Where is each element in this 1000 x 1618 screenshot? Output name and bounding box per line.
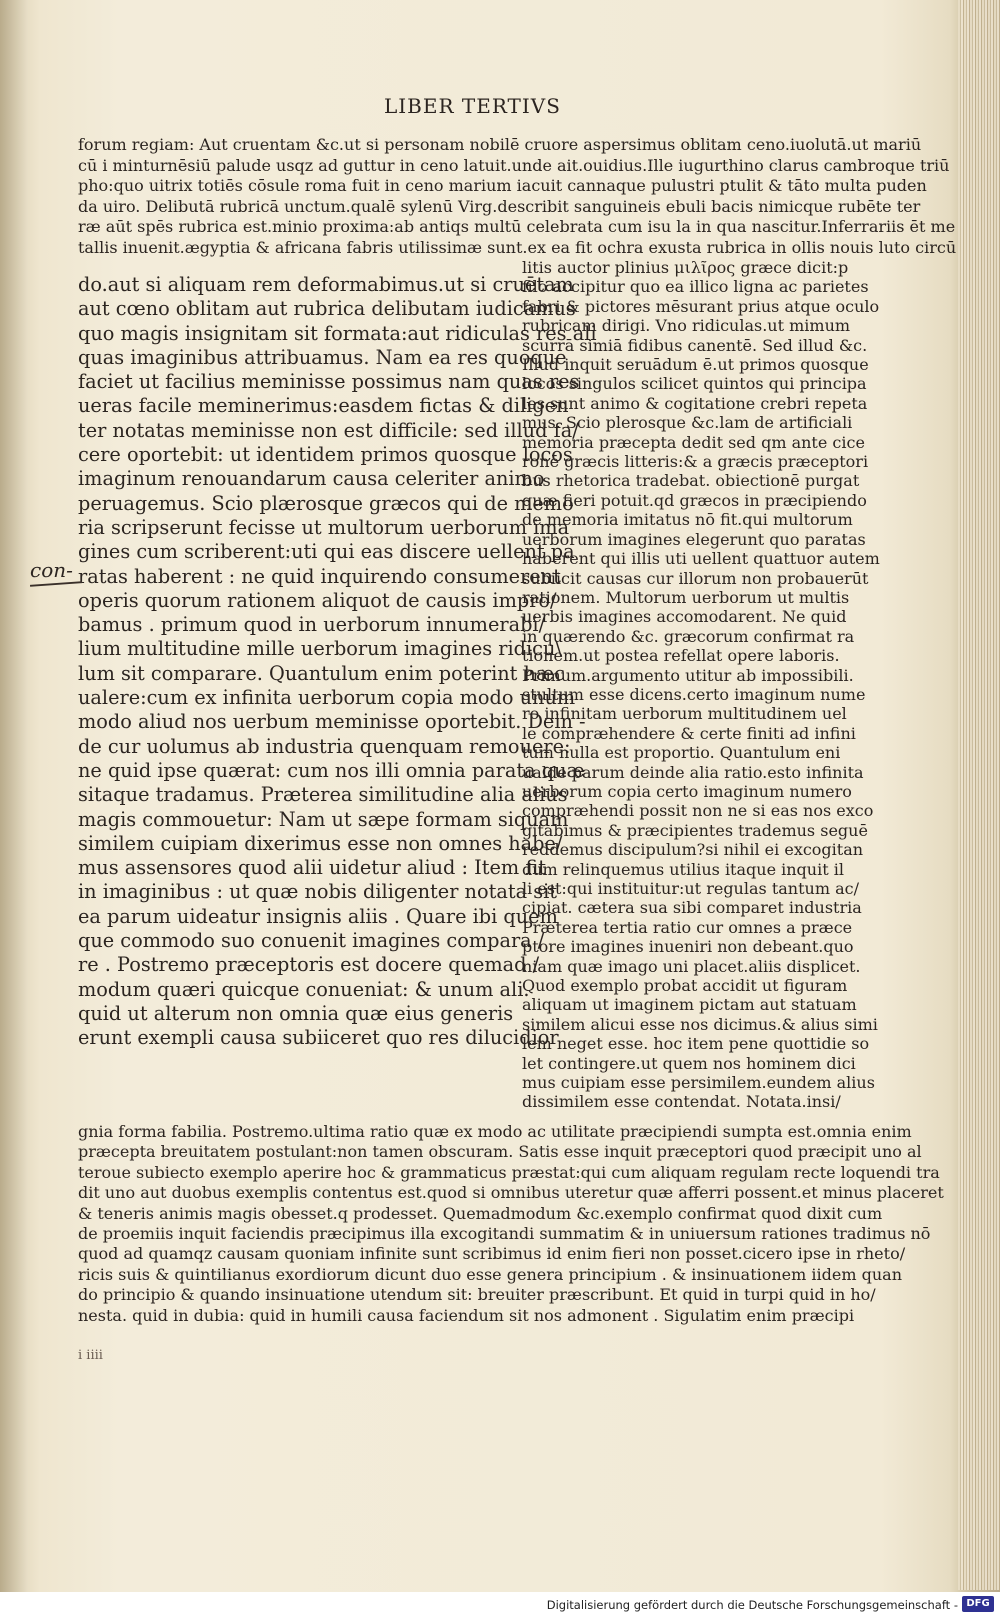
text-line: litis auctor plinius μιλῖρος græce dicit:p — [522, 258, 849, 277]
text-line: forum regiam: Aut cruentam &c.ut si personam nobilē cruore aspersimus oblitam ceno.iuolutā.ut mariū — [78, 135, 922, 154]
text-line: uerborum imagines elegerunt quo paratas — [522, 529, 866, 549]
text-line: faciet ut facilius meminisse possimus nam quas res — [78, 370, 580, 394]
text-line: similem alicui esse nos dicimus.& alius simi — [522, 1014, 878, 1034]
text-line: Præterea tertia ratio cur omnes a præce — [522, 917, 853, 937]
text-line: bus rhetorica tradebat. obiectionē purgat — [522, 471, 860, 491]
text-line: ricis suis & quintilianus exordiorum dicunt duo esse genera principium . & insinuationem iidem quan — [78, 1264, 902, 1284]
commentary-column — [522, 258, 880, 1112]
text-line: uerborum copia certo imaginum numero — [522, 781, 852, 801]
text-line: compræhendi possit non ne si eas nos exco — [522, 801, 874, 821]
text-line: similem cuipiam dixerimus esse non omnes habe/ — [78, 831, 563, 855]
text-line: gitabimus & præcipientes trademus seguē — [522, 820, 868, 840]
text-line: in imaginibus : ut quæ nobis diligenter notata sit — [78, 880, 557, 904]
text-line: do principio & quando insinuatione utendum sit: breuiter præscribunt. Et quid in turpi quid in ho/ — [78, 1285, 876, 1305]
text-line: tallis inuenit.ægyptia & africana fabris utilissimæ sunt.ex ea fit ochra exusta rubrica in ollis nouis luto circū — [78, 237, 957, 257]
text-line: mus cuipiam esse persimilem.eundem alius — [522, 1073, 875, 1093]
text-line: quid ut alterum non omnia quæ eius generis — [78, 1001, 514, 1025]
gutter-shadow — [0, 0, 28, 1618]
text-line: Illud inquit seruādum ē.ut primos quosque — [522, 355, 869, 375]
text-line: erunt exempli causa subiiceret quo res dilucidior — [78, 1026, 559, 1050]
text-line: aliquam ut imaginem pictam aut statuam — [522, 995, 857, 1015]
text-line: fabri & pictores mēsurant prius atque oculo — [522, 296, 880, 316]
text-line: locos singulos scilicet quintos qui principa — [522, 374, 867, 394]
text-line: les sunt animo & cogitatione crebri repeta — [522, 393, 868, 413]
signature-mark: i iiii — [78, 1348, 103, 1363]
text-line: cere oportebit: ut identidem primos quosque locos — [78, 443, 573, 467]
text-line: tum nulla est proportio. Quantulum eni — [522, 743, 841, 763]
text-line: gnia forma fabilia. Postremo.ultima ratio quæ ex modo ac utilitate præcipiendi sumpta est.omnia enim — [78, 1122, 912, 1141]
text-line: peruagemus. Scio plærosque græcos qui de memo — [78, 491, 574, 515]
text-line: ræ aūt spēs rubrica est.minio proxima:ab antiqs multū celebrata cum isu la in qua nascitur.Inferrariis ēt me — [78, 217, 956, 236]
text-line: ea parum uideatur insignis aliis . Quare ibi quem — [78, 904, 558, 928]
text-line: lium multitudine mille uerborum imagines ridicu\ — [78, 637, 562, 661]
text-line: ualde parum deinde alia ratio.esto infinita — [522, 762, 864, 782]
text-line: ro infinitam uerborum multitudinem uel — [522, 704, 847, 724]
text-line: gines cum scriberent:uti qui eas discere uellent pa — [78, 540, 575, 564]
margin-annotation: con- — [30, 558, 73, 582]
text-line: haberent qui illis uti uellent quattuor autem — [522, 549, 880, 569]
text-line: reddemus discipulum?si nihil ei excogitan — [522, 840, 864, 860]
text-line: quod ad quamqz causam quoniam infinite sunt scribimus id enim fieri non posset.cicero ipse in rheto/ — [78, 1244, 906, 1264]
text-line: let contingere.ut quem nos hominem dici — [522, 1053, 856, 1073]
dfg-logo: DFG — [962, 1596, 994, 1612]
text-line: scurrā simiā fidibus canentē. Sed illud &c. — [522, 335, 868, 355]
footer-credit: Digitalisierung gefördert durch die Deutsche Forschungsgemeinschaft - — [546, 1598, 958, 1612]
text-line: ueras facile meminerimus:easdem fictas & diligen — [78, 394, 569, 418]
text-line: mus. Scio plerosque &c.lam de artificiali — [522, 413, 853, 433]
text-line: ne quid ipse quærat: cum nos illi omnia parata quæ — [78, 758, 585, 782]
text-line: cipiat. cætera sua sibi comparet industria — [522, 898, 862, 918]
text-line: niam quæ imago uni placet.aliis displicet. — [522, 956, 861, 976]
text-line: lem neget esse. hoc item pene quottidie so — [522, 1034, 870, 1054]
text-line: li est:qui instituitur:ut regulas tantum ac/ — [522, 879, 859, 898]
text-line: subiicit causas cur illorum non probauerūt — [522, 568, 869, 588]
page-edges — [958, 0, 1000, 1590]
text-line: ronē græcis litteris:& a græcis præceptori — [522, 452, 869, 472]
text-line: ratas haberent : ne quid inquirendo consumerent — [78, 564, 561, 588]
text-line: do.aut si aliquam rem deformabimus.ut si cruētam — [78, 273, 574, 296]
running-head: LIBER TERTIVS — [384, 94, 561, 118]
text-line: de proemiis inquit faciendis præcipimus illa excogitandi summatim & in uniuersum rationes tradimus nō — [78, 1224, 931, 1244]
text-line: ualere:cum ex infinita uerborum copia modo unum — [78, 686, 576, 710]
text-line: uerbis imagines accomodarent. Ne quid — [522, 607, 847, 627]
text-line: re . Postremo præceptoris est docere quemad / — [78, 953, 540, 977]
text-line: operis quorum rationem aliquot de causis impro/ — [78, 588, 557, 612]
text-line: ptore imagines inueniri non debeant.quo — [522, 937, 854, 957]
text-line: modo aliud nos uerbum meminisse oportebit. Dein - — [78, 710, 586, 734]
text-line: ter notatas meminisse non est difficile: sed illud fa/ — [78, 418, 579, 442]
text-line: de memoria imitatus nō fit.qui multorum — [522, 510, 853, 530]
text-line: ria scripserunt fecisse ut multorum uerborum ima — [78, 515, 570, 539]
text-line: dit uno aut duobus exemplis contentus est.quod si omnibus uteretur quæ afferri possent.et minus placeret — [78, 1183, 944, 1203]
text-line: memoria præcepta dedit sed qm ante cice — [522, 432, 865, 452]
text-line: & teneris animis magis obesset.q prodesset. Quemadmodum &c.exemplo confirmat quod dixit cum — [78, 1203, 883, 1223]
text-line: da uiro. Delibutā rubricā unctum.qualē sylenū Virg.describit sanguineis ebuli bacis nimicque rubēte ter — [78, 196, 921, 216]
text-line: rubricam dirigi. Vno ridiculas.ut mimum — [522, 316, 851, 336]
margin-annotation-underline — [30, 581, 82, 587]
text-line: cū i minturnēsiū palude usqz ad guttur in ceno latuit.unde ait.ouidius.Ille iugurthino clarus cambroque triū — [78, 155, 950, 175]
text-line: nesta. quid in dubia: quid in humili causa faciendum sit nos admonent . Sigulatim enim præcipi — [78, 1305, 855, 1325]
text-line: pho:quo uitrix totiēs cōsule roma fuit in ceno marium iacuit cannaque pulustri ptulit & tāto multa puden — [78, 176, 927, 195]
text-line: de cur uolumus ab industria quenquam remouere: — [78, 734, 571, 758]
text-line: lum sit comparare. Quantulum enim poterint hæc — [78, 661, 565, 685]
text-line: filo accipitur quo ea illico ligna ac parietes — [522, 277, 869, 297]
top-text-block — [78, 135, 957, 258]
text-line: modum quæri quicque conueniat: & unum ali. — [78, 977, 530, 1001]
text-line: mus assensores quod alii uidetur aliud : Item fit — [78, 856, 546, 880]
text-line: quas imaginibus attribuamus. Nam ea res quoque — [78, 345, 567, 369]
text-line: magis commouetur: Nam ut sæpe formam siquam — [78, 807, 569, 831]
text-line: aut cœno oblitam aut rubrica delibutam iudicamus — [78, 297, 576, 321]
text-line: stultum esse dicens.certo imaginum nume — [522, 684, 866, 704]
text-line: rationem. Multorum uerborum ut multis — [522, 587, 850, 607]
text-line: dissimilem esse contendat. Notata.insi/ — [522, 1092, 841, 1112]
text-line: quo magis insignitam sit formata:aut ridiculas res ali — [78, 321, 597, 345]
text-line: in quærendo &c. græcorum confirmat ra — [522, 626, 855, 646]
text-line: imaginum renouandarum causa celeriter animo — [78, 467, 545, 491]
text-line: que commodo suo conuenit imagines compara / — [78, 929, 545, 953]
text-line: le compræhendere & certe finiti ad infini — [522, 723, 856, 743]
text-line: quæ fieri potuit.qd græcos in præcipiendo — [522, 490, 867, 510]
text-line: Quod exemplo probat accidit ut figuram — [522, 976, 848, 996]
bottom-text-block — [78, 1122, 944, 1326]
text-line: Primum.argumento utitur ab impossibili. — [522, 665, 854, 685]
text-line: tionem.ut postea refellat opere laboris. — [522, 646, 840, 666]
text-line: dum relinquemus utilius itaque inquit il — [522, 859, 844, 879]
text-line: sitaque tradamus. Præterea similitudine alia alius — [78, 783, 568, 807]
text-line: præcepta breuitatem postulant:non tamen obscuram. Satis esse inquit præceptori quod præcipit uno al — [78, 1142, 922, 1162]
text-line: teroue subiecto exemplo aperire hoc & grammaticus præstat:qui cum aliquam regulam recte loquendi tra — [78, 1162, 940, 1182]
main-text-column — [78, 273, 597, 1051]
text-line: bamus . primum quod in uerborum innumerabi/ — [78, 613, 546, 637]
